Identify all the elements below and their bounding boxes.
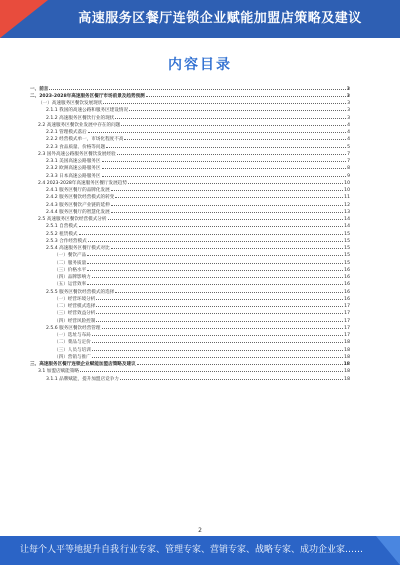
toc-entry[interactable] [30, 200, 350, 207]
toc-entry-label: （四）品牌影响力 [54, 275, 91, 280]
toc-entry-label: 2.3.1 美国高速公路服务区 [46, 159, 101, 164]
toc-entry-label: 3.1.1 品牌赋能，提升加盟店竞争力 [46, 376, 119, 382]
toc-leader-dots [87, 280, 343, 286]
toc-leader-dots [88, 128, 346, 134]
toc-entry-label: 二、2023-2028年高速服务区餐厅市场前景及趋势预测 [30, 93, 145, 99]
toc-entry[interactable] [30, 186, 350, 193]
footer-experts: 行业专家、管理专家、营销专家、战略专家、成功企业家…… [120, 545, 364, 555]
toc-leader-dots [128, 178, 343, 184]
toc-entry[interactable] [30, 207, 350, 214]
toc-entry-page: 4 [347, 122, 350, 128]
toc-entry-page: 9 [347, 173, 350, 179]
toc-entry[interactable] [30, 244, 350, 251]
table-of-contents [30, 84, 350, 381]
toc-entry-page: 10 [344, 188, 350, 193]
toc-entry[interactable] [30, 345, 350, 352]
toc-entry[interactable] [30, 302, 350, 309]
toc-leader-dots [96, 316, 343, 322]
toc-entry[interactable] [30, 142, 350, 149]
toc-entry[interactable] [30, 309, 350, 316]
toc-entry-page: 17 [344, 325, 350, 331]
toc-entry-label: （三）价格水平 [54, 267, 87, 273]
toc-leader-dots [111, 186, 343, 192]
toc-entry[interactable] [30, 338, 350, 345]
toc-leader-dots [121, 120, 346, 126]
toc-entry[interactable] [30, 287, 350, 294]
toc-entry-page: 17 [344, 318, 350, 324]
toc-entry[interactable] [30, 331, 350, 338]
toc-entry-label: 2.4.2 服务区餐饮经营模式的转变 [46, 195, 115, 200]
toc-entry[interactable] [30, 99, 350, 106]
toc-leader-dots [49, 84, 345, 90]
footer-slogan: 让每个人平等地提升自我 [20, 545, 120, 555]
toc-entry-page: 15 [344, 253, 350, 258]
header-banner [0, 0, 400, 38]
toc-entry[interactable] [30, 323, 350, 330]
toc-entry[interactable] [30, 113, 350, 120]
toc-leader-dots [87, 251, 343, 257]
toc-entry[interactable] [30, 367, 350, 374]
toc-entry-label: 2.5.4 高速服务区餐厅模式对比 [46, 246, 110, 251]
toc-entry-page: 14 [344, 224, 350, 229]
toc-entry-label: 2.5 高速服务区餐饮经营模式分析 [38, 217, 107, 222]
toc-entry-label: （四）经营风险控制 [54, 318, 96, 324]
toc-entry-label: （一）经营环境分析 [54, 296, 96, 302]
toc-leader-dots [87, 258, 343, 264]
toc-leader-dots [111, 200, 343, 206]
toc-entry-page: 15 [344, 231, 350, 237]
toc-leader-dots [96, 294, 343, 300]
toc-entry-page: 11 [344, 195, 350, 200]
toc-entry[interactable] [30, 273, 350, 280]
footer-banner [0, 536, 400, 565]
footer-accent-triangle [376, 536, 400, 565]
page-number: 2 [198, 527, 202, 534]
toc-entry[interactable] [30, 258, 350, 265]
toc-entry-page: 3 [347, 101, 350, 106]
toc-leader-dots [111, 244, 343, 250]
toc-entry-page: 17 [344, 311, 350, 316]
toc-entry-label: 2.1.2 高速服务区餐饮行业的现状 [46, 115, 115, 121]
toc-leader-dots [117, 149, 346, 155]
toc-entry-label: （三）经营效益分析 [54, 311, 96, 316]
toc-entry-page: 18 [344, 347, 350, 353]
toc-leader-dots [111, 207, 343, 213]
toc-entry[interactable] [30, 236, 350, 243]
toc-entry-label: （一）高速服务区餐饮发展现状 [38, 101, 103, 106]
toc-leader-dots [102, 157, 347, 163]
toc-entry-page: 3 [347, 115, 350, 121]
toc-entry-label: 2.3 国外高速公路服务区餐饮发展经验 [38, 151, 116, 157]
toc-entry[interactable] [30, 222, 350, 229]
toc-leader-dots [92, 352, 343, 358]
toc-leader-dots [120, 374, 343, 380]
toc-entry[interactable] [30, 316, 350, 323]
toc-entry[interactable] [30, 193, 350, 200]
toc-entry[interactable] [30, 106, 350, 113]
toc-entry-page: 15 [344, 246, 350, 251]
toc-leader-dots [92, 273, 343, 279]
toc-entry[interactable] [30, 215, 350, 222]
toc-entry-label: （二）菜品与定价 [54, 340, 91, 345]
toc-entry-page: 16 [344, 275, 350, 280]
toc-entry-label: 2.3.2 欧洲高速公路服务区 [46, 166, 101, 171]
toc-leader-dots [92, 345, 343, 351]
toc-leader-dots [146, 91, 346, 97]
header-accent-triangle [0, 0, 48, 38]
toc-entry-page: 18 [344, 354, 350, 360]
toc-entry[interactable] [30, 128, 350, 135]
document-title: 高速服务区餐厅连锁企业赋能加盟店策略及建议 [78, 11, 362, 26]
toc-entry-page: 7 [347, 159, 350, 164]
toc-entry-label: 2.5.2 租赁模式 [46, 231, 78, 237]
toc-leader-dots [108, 215, 344, 221]
toc-entry-page: 18 [344, 369, 350, 374]
toc-leader-dots [115, 113, 346, 119]
toc-entry[interactable] [30, 135, 350, 142]
toc-entry-page: 15 [344, 238, 350, 244]
toc-leader-dots [92, 331, 343, 337]
toc-entry-page: 18 [344, 340, 350, 345]
toc-entry[interactable] [30, 360, 350, 367]
toc-entry-page: 18 [343, 362, 350, 367]
toc-entry[interactable] [30, 171, 350, 178]
toc-entry-label: （一）餐饮产品 [54, 253, 87, 258]
toc-entry-label: 2.2.1 管理模式落后 [46, 130, 87, 135]
toc-entry-label: 2.3.3 日本高速公路服务区 [46, 173, 101, 179]
toc-entry-page: 18 [344, 376, 350, 382]
toc-entry-page: 17 [344, 333, 350, 338]
toc-leader-dots [79, 229, 344, 235]
toc-entry[interactable] [30, 164, 350, 171]
toc-entry-label: 2.4 2023-2028年高速服务区餐厅发展趋势 [38, 180, 127, 186]
toc-leader-dots [102, 171, 347, 177]
toc-leader-dots [88, 236, 343, 242]
toc-entry-label: （三）人员与培训 [54, 347, 91, 353]
toc-entry[interactable] [30, 91, 350, 98]
toc-leader-dots [103, 99, 346, 105]
toc-leader-dots [124, 135, 346, 141]
toc-entry-page: 13 [344, 209, 350, 215]
toc-leader-dots [102, 323, 344, 329]
toc-entry-page: 4 [347, 137, 350, 142]
toc-entry-page: 12 [344, 202, 350, 208]
toc-entry-page: 16 [344, 296, 350, 302]
toc-entry-page: 14 [344, 217, 350, 222]
toc-entry-label: 2.5.5 服务区餐饮经营模式的选择 [46, 289, 115, 295]
toc-entry[interactable] [30, 251, 350, 258]
toc-heading: 内容目录 [168, 57, 232, 73]
toc-entry-label: 2.4.3 服务区餐饮产业链的延伸 [46, 202, 110, 208]
toc-entry-label: （一）选址与布局 [54, 333, 91, 338]
toc-entry-page: 15 [344, 260, 350, 266]
toc-entry-label: （五）运营效率 [54, 282, 87, 287]
toc-entry[interactable] [30, 120, 350, 127]
toc-entry[interactable] [30, 265, 350, 272]
toc-leader-dots [87, 265, 343, 271]
toc-leader-dots [96, 309, 343, 315]
toc-entry[interactable] [30, 352, 350, 359]
toc-entry-label: 2.4.1 服务区餐厅的品牌化发展 [46, 188, 110, 193]
toc-entry-label: 2.2.2 经营模式单一，市场化程度不高 [46, 137, 124, 142]
toc-entry-label: 三、高速服务区餐厅连锁企业赋能加盟店策略及建议 [30, 362, 136, 367]
toc-entry-page: 8 [347, 166, 350, 171]
toc-entry[interactable] [30, 294, 350, 301]
toc-entry-label: 2.5.1 自营模式 [46, 224, 78, 229]
toc-entry-page: 10 [344, 180, 350, 186]
toc-entry-label: 2.4.4 服务区餐厅的智慧化发展 [46, 209, 110, 215]
toc-entry-label: （二）经营模式选择 [54, 304, 96, 309]
toc-entry-page: 4 [347, 130, 350, 135]
toc-entry-label: 一、前言 [30, 86, 49, 92]
toc-leader-dots [137, 360, 343, 366]
toc-entry-page: 16 [344, 289, 350, 295]
toc-entry-page: 7 [347, 151, 350, 157]
toc-leader-dots [80, 367, 343, 373]
toc-entry-label: 2.2.3 食品质量、价格等问题 [46, 144, 106, 150]
toc-entry-label: 3.1 加盟店赋能策略 [38, 369, 79, 374]
toc-entry-label: 2.5.6 服务区餐饮经营管理 [46, 325, 101, 331]
toc-leader-dots [106, 142, 346, 148]
toc-entry[interactable] [30, 229, 350, 236]
toc-entry-page: 16 [344, 282, 350, 287]
toc-leader-dots [102, 164, 347, 170]
toc-entry-page: 3 [346, 93, 350, 99]
toc-entry-label: 2.5.3 合作经营模式 [46, 238, 87, 244]
toc-entry-label: （四）营销与推广 [54, 354, 91, 360]
toc-entry[interactable] [30, 149, 350, 156]
toc-entry-page: 16 [344, 267, 350, 273]
toc-leader-dots [96, 302, 343, 308]
toc-entry[interactable] [30, 84, 350, 91]
toc-entry[interactable] [30, 280, 350, 287]
toc-entry-label: 2.1.1 我国的高速公路和服务区建设情况 [46, 108, 129, 113]
toc-entry[interactable] [30, 374, 350, 381]
toc-leader-dots [79, 222, 344, 228]
toc-entry-page: 3 [346, 86, 350, 92]
toc-leader-dots [115, 193, 343, 199]
toc-entry[interactable] [30, 178, 350, 185]
toc-entry-page: 17 [344, 304, 350, 309]
toc-entry-label: （二）服务质量 [54, 260, 87, 266]
toc-entry[interactable] [30, 157, 350, 164]
toc-leader-dots [115, 287, 343, 293]
toc-entry-page: 3 [347, 108, 350, 113]
toc-entry-label: 2.2 高速服务区餐饮业发展中存在的问题 [38, 122, 121, 128]
toc-leader-dots [92, 338, 343, 344]
toc-leader-dots [129, 106, 346, 112]
toc-entry-page: 5 [347, 144, 350, 150]
